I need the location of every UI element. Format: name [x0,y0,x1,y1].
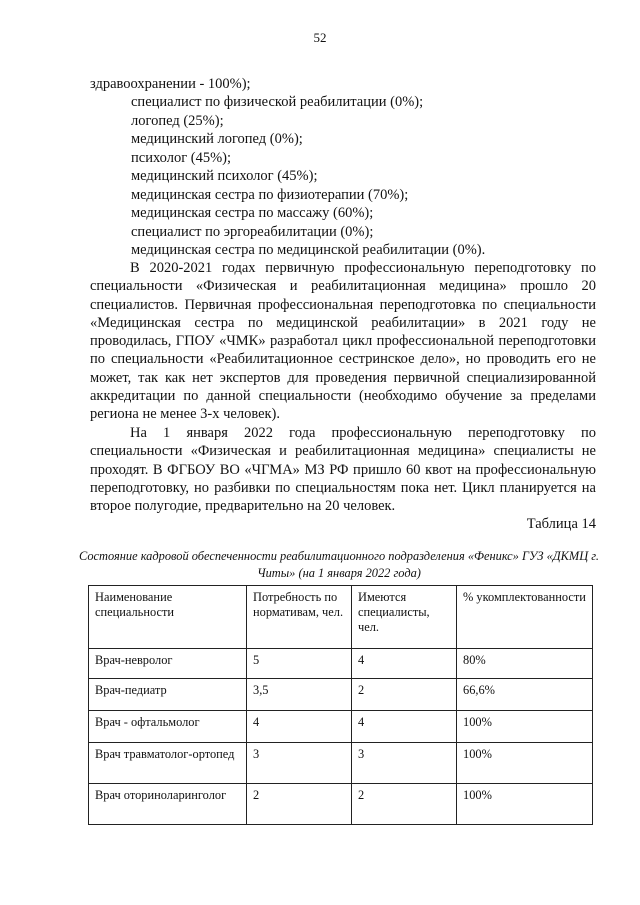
header-cell: Имеются специалисты, чел. [352,586,457,649]
table-cell: 5 [247,649,352,679]
table-cell: 66,6% [457,679,593,711]
paragraph: На 1 января 2022 года профессиональную переподготовку по специальности «Физическая и реабилитационная медицина» специалисты не проходят. В ФГБОУ ВО «ЧГМА» МЗ РФ пришло 60 квот на профессиональную переподготовку, но разбивки по специальностям пока нет. Цикл планируется на второе полугодие, предварительно на 20 человек. [90,425,596,515]
table-label: Таблица 14 [526,516,596,532]
table-cell: Врач оториноларинголог [89,784,247,825]
list-line: психолог (45%); [131,149,232,166]
table-caption: Состояние кадровой обеспеченности реабилитационного подразделения «Феникс» ГУЗ «ДКМЦ г. Читы» (на 1 января 2022 года) [78,549,600,580]
table-row [89,743,593,784]
table-cell: 80% [457,649,593,679]
table-cell: 100% [457,743,593,784]
table-row [89,784,593,825]
list-line: медицинская сестра по медицинской реабилитации (0%). [131,242,486,258]
staffing-table [88,585,593,825]
list-line: здравоохранении - 100%); [90,76,251,92]
table-cell: 3,5 [247,679,352,711]
list-line: медицинская сестра по физиотерапии (70%); [131,186,409,203]
table-cell: 2 [352,679,457,711]
list-line: специалист по физической реабилитации (0%); [131,94,424,110]
list-line: логопед (25%); [131,112,224,129]
table-cell: Врач - офтальмолог [89,711,247,743]
table-cell: 4 [352,711,457,743]
table-cell: 100% [457,711,593,743]
table-row [89,711,593,743]
table-cell: 100% [457,784,593,825]
list-line: медицинский логопед (0%); [131,131,303,147]
table-cell: Врач-невролог [89,649,247,679]
paragraph: В 2020-2021 годах первичную профессиональную переподготовку по специальности «Физическая и реабилитационная медицина» прошло 20 специалистов. Первичная профессиональная переподготовка по специальности «Медицинская сестра по медицинской реабилитации» в 2021 году не проводилась, ГПОУ «ЧМК» разработал цикл профессиональной переподготовки по специальности «Реабилитационное сестринское дело», но проводить его не может, так как нет экспертов для проведения первичной специализированной аккредитации по данной специальности (необходимо обучение за пределами региона не менее 3-х человек). [90,260,596,423]
table-cell: 3 [352,743,457,784]
table-cell: 2 [352,784,457,825]
table-row [89,649,593,679]
table-header-row [89,586,593,649]
table-row [89,679,593,711]
list-line: медицинская сестра по массажу (60%); [131,205,374,221]
table-cell: 4 [352,649,457,679]
header-cell: Потребность по нормативам, чел. [247,586,352,649]
table-cell: Врач-педиатр [89,679,247,711]
table-cell: Врач травматолог-ортопед [89,743,247,784]
header-cell: % укомплектованности [457,586,593,649]
header-cell: Наименование специальности [89,586,247,649]
table-cell: 2 [247,784,352,825]
page-number: 52 [313,30,327,45]
table-cell: 4 [247,711,352,743]
table-cell: 3 [247,743,352,784]
list-line: специалист по эргореабилитации (0%); [131,223,374,240]
list-line: медицинский психолог (45%); [131,168,318,184]
